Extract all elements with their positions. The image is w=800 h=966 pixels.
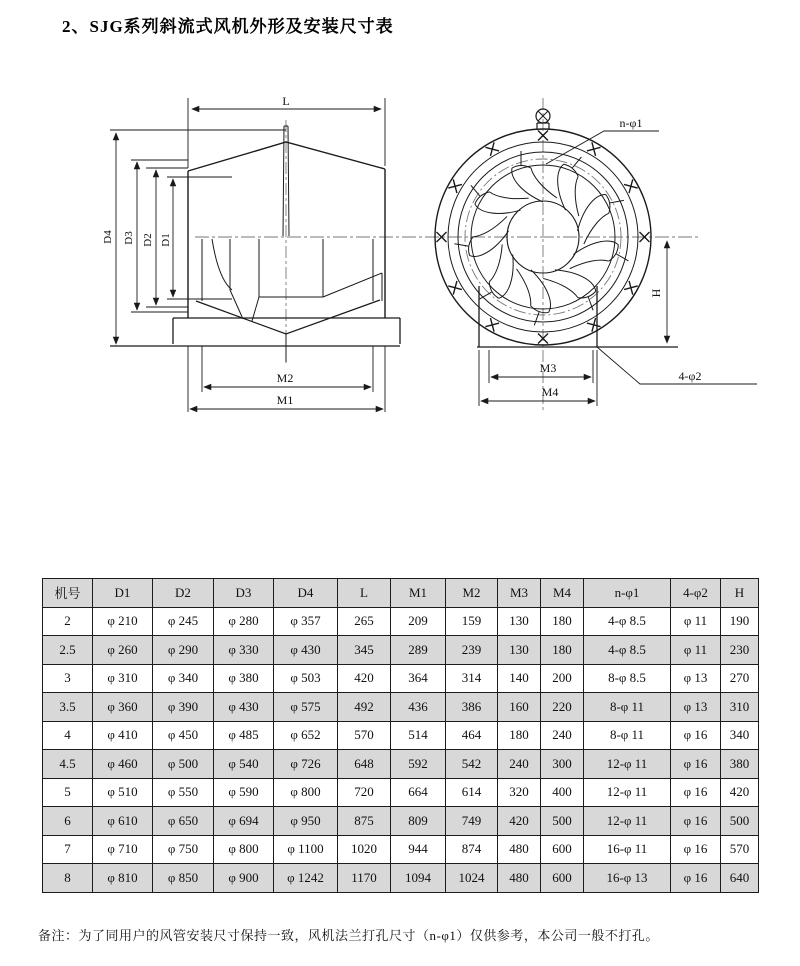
table-cell: 1020 — [338, 835, 391, 864]
table-cell: φ 16 — [671, 750, 721, 779]
table-cell: φ 13 — [671, 693, 721, 722]
table-cell: φ 810 — [93, 864, 153, 893]
table-cell: 875 — [338, 807, 391, 836]
table-cell: 874 — [446, 835, 498, 864]
dim-label-H: H — [649, 288, 663, 298]
table-cell: 240 — [498, 750, 541, 779]
table-cell: 159 — [446, 607, 498, 636]
table-cell: φ 290 — [153, 636, 214, 665]
table-cell: 464 — [446, 721, 498, 750]
dim-label-D1: D1 — [160, 233, 172, 247]
table-cell: φ 575 — [274, 693, 338, 722]
dim-label-D2: D2 — [142, 233, 154, 247]
table-cell: 436 — [391, 693, 446, 722]
table-cell: 16-φ 11 — [584, 835, 671, 864]
table-cell: 3.5 — [43, 693, 93, 722]
table-header-cell: D3 — [214, 579, 274, 608]
front-view-drawing — [435, 98, 757, 410]
dim-label-D4: D4 — [102, 230, 114, 244]
table-row — [43, 693, 759, 722]
table-header-cell: 机号 — [43, 579, 93, 608]
table-cell: 500 — [541, 807, 584, 836]
table-header-cell: D4 — [274, 579, 338, 608]
table-cell: φ 950 — [274, 807, 338, 836]
table-cell: φ 430 — [274, 636, 338, 665]
table-cell: 4-φ 8.5 — [584, 636, 671, 665]
side-view-drawing — [110, 98, 700, 412]
table-header-cell: D1 — [93, 579, 153, 608]
table-cell: 4 — [43, 721, 93, 750]
table-cell: φ 550 — [153, 778, 214, 807]
table-cell: 614 — [446, 778, 498, 807]
table-row — [43, 607, 759, 636]
drawing-area — [0, 40, 800, 540]
table-cell: φ 500 — [153, 750, 214, 779]
table-cell: φ 900 — [214, 864, 274, 893]
table-cell: φ 694 — [214, 807, 274, 836]
table-row — [43, 750, 759, 779]
table-cell: φ 450 — [153, 721, 214, 750]
table-cell: 514 — [391, 721, 446, 750]
table-cell: φ 590 — [214, 778, 274, 807]
dimension-table — [42, 578, 759, 893]
dim-label-M4: M4 — [541, 385, 559, 399]
table-cell: 340 — [721, 721, 759, 750]
table-cell: 310 — [721, 693, 759, 722]
dim-label-M3: M3 — [539, 361, 557, 375]
table-cell: 180 — [498, 721, 541, 750]
table-cell: 130 — [498, 636, 541, 665]
table-cell: φ 503 — [274, 664, 338, 693]
table-cell: φ 390 — [153, 693, 214, 722]
table-cell: 400 — [541, 778, 584, 807]
table-cell: 7 — [43, 835, 93, 864]
table-cell: 492 — [338, 693, 391, 722]
table-cell: φ 280 — [214, 607, 274, 636]
table-cell: 265 — [338, 607, 391, 636]
table-cell: 944 — [391, 835, 446, 864]
table-cell: 230 — [721, 636, 759, 665]
table-row — [43, 664, 759, 693]
table-cell: 320 — [498, 778, 541, 807]
table-cell: φ 16 — [671, 864, 721, 893]
table-cell: 648 — [338, 750, 391, 779]
table-cell: φ 800 — [274, 778, 338, 807]
table-cell: 420 — [498, 807, 541, 836]
table-header-cell: M4 — [541, 579, 584, 608]
table-cell: 4-φ 8.5 — [584, 607, 671, 636]
table-cell: φ 410 — [93, 721, 153, 750]
table-cell: 270 — [721, 664, 759, 693]
table-cell: φ 260 — [93, 636, 153, 665]
dim-label-D3: D3 — [123, 231, 135, 245]
table-cell: φ 11 — [671, 607, 721, 636]
table-cell: φ 1242 — [274, 864, 338, 893]
table-cell: 542 — [446, 750, 498, 779]
table-cell: φ 16 — [671, 721, 721, 750]
table-cell: 664 — [391, 778, 446, 807]
table-cell: φ 16 — [671, 835, 721, 864]
table-cell: 6 — [43, 807, 93, 836]
footnote: 备注：为了同用户的风管安装尺寸保持一致，风机法兰打孔尺寸（n-φ1）仅供参考，本公司一般不打孔。 — [38, 928, 659, 943]
table-cell: φ 330 — [214, 636, 274, 665]
dim-label-4-phi2: 4-φ2 — [678, 369, 702, 383]
table-cell: 300 — [541, 750, 584, 779]
table-cell: 640 — [721, 864, 759, 893]
table-cell: 386 — [446, 693, 498, 722]
table-cell: φ 13 — [671, 664, 721, 693]
table-cell: 12-φ 11 — [584, 807, 671, 836]
table-cell: 380 — [721, 750, 759, 779]
table-cell: 420 — [721, 778, 759, 807]
table-cell: 480 — [498, 835, 541, 864]
table-cell: 16-φ 13 — [584, 864, 671, 893]
table-row — [43, 721, 759, 750]
table-cell: 180 — [541, 636, 584, 665]
table-cell: 220 — [541, 693, 584, 722]
table-header-cell: D2 — [153, 579, 214, 608]
table-cell: 570 — [721, 835, 759, 864]
table-cell: 2 — [43, 607, 93, 636]
technical-drawing-svg — [0, 40, 800, 540]
table-row — [43, 864, 759, 893]
table-cell: φ 540 — [214, 750, 274, 779]
table-cell: φ 650 — [153, 807, 214, 836]
table-cell: 160 — [498, 693, 541, 722]
table-cell: φ 430 — [214, 693, 274, 722]
dim-label-n-phi1: n-φ1 — [619, 116, 643, 130]
table-header-cell: n-φ1 — [584, 579, 671, 608]
table-row — [43, 778, 759, 807]
table-cell: φ 460 — [93, 750, 153, 779]
table-header-cell: 4-φ2 — [671, 579, 721, 608]
table-row — [43, 636, 759, 665]
table-cell: 8 — [43, 864, 93, 893]
dim-label-M2: M2 — [276, 371, 294, 385]
table-header-row — [43, 579, 759, 608]
table-cell: φ 850 — [153, 864, 214, 893]
table-cell: 190 — [721, 607, 759, 636]
table-cell: 240 — [541, 721, 584, 750]
table-cell: 140 — [498, 664, 541, 693]
table-cell: φ 510 — [93, 778, 153, 807]
table-cell: 8-φ 11 — [584, 693, 671, 722]
table-cell: φ 800 — [214, 835, 274, 864]
table-header-cell: M1 — [391, 579, 446, 608]
table-cell: 289 — [391, 636, 446, 665]
table-header-cell: M3 — [498, 579, 541, 608]
table-cell: 500 — [721, 807, 759, 836]
table-header-cell: M2 — [446, 579, 498, 608]
table-row — [43, 835, 759, 864]
table-cell: 200 — [541, 664, 584, 693]
table-cell: 314 — [446, 664, 498, 693]
dimension-table-body — [43, 607, 759, 892]
table-cell: 239 — [446, 636, 498, 665]
table-cell: 8-φ 8.5 — [584, 664, 671, 693]
table-cell: φ 310 — [93, 664, 153, 693]
table-cell: 1094 — [391, 864, 446, 893]
table-cell: 130 — [498, 607, 541, 636]
table-cell: 592 — [391, 750, 446, 779]
table-header-cell: H — [721, 579, 759, 608]
table-cell: 600 — [541, 864, 584, 893]
table-cell: 4.5 — [43, 750, 93, 779]
dim-label-M1: M1 — [276, 393, 294, 407]
table-cell: 12-φ 11 — [584, 778, 671, 807]
table-cell: φ 16 — [671, 778, 721, 807]
table-cell: 364 — [391, 664, 446, 693]
table-cell: 480 — [498, 864, 541, 893]
table-cell: 720 — [338, 778, 391, 807]
page-title: 2、SJG系列斜流式风机外形及安装尺寸表 — [62, 17, 394, 36]
table-row — [43, 807, 759, 836]
table-cell: φ 485 — [214, 721, 274, 750]
table-cell: 1170 — [338, 864, 391, 893]
table-cell: 749 — [446, 807, 498, 836]
table-cell: 209 — [391, 607, 446, 636]
dim-label-L: L — [282, 94, 290, 108]
table-cell: φ 11 — [671, 636, 721, 665]
table-cell: 12-φ 11 — [584, 750, 671, 779]
table-cell: 345 — [338, 636, 391, 665]
table-header-cell: L — [338, 579, 391, 608]
table-cell: 570 — [338, 721, 391, 750]
table-cell: φ 360 — [93, 693, 153, 722]
table-cell: φ 652 — [274, 721, 338, 750]
table-cell: φ 357 — [274, 607, 338, 636]
table-cell: 2.5 — [43, 636, 93, 665]
table-cell: φ 1100 — [274, 835, 338, 864]
table-cell: 180 — [541, 607, 584, 636]
table-cell: φ 610 — [93, 807, 153, 836]
dimension-table-wrap — [42, 578, 758, 893]
table-cell: 1024 — [446, 864, 498, 893]
table-cell: 3 — [43, 664, 93, 693]
table-cell: φ 750 — [153, 835, 214, 864]
table-cell: φ 380 — [214, 664, 274, 693]
table-cell: φ 245 — [153, 607, 214, 636]
table-cell: φ 710 — [93, 835, 153, 864]
table-cell: φ 210 — [93, 607, 153, 636]
table-cell: φ 16 — [671, 807, 721, 836]
table-cell: 600 — [541, 835, 584, 864]
4-phi2-leader — [597, 347, 757, 384]
table-cell: 5 — [43, 778, 93, 807]
table-cell: φ 340 — [153, 664, 214, 693]
table-cell: 420 — [338, 664, 391, 693]
table-cell: φ 726 — [274, 750, 338, 779]
table-cell: 809 — [391, 807, 446, 836]
table-cell: 8-φ 11 — [584, 721, 671, 750]
